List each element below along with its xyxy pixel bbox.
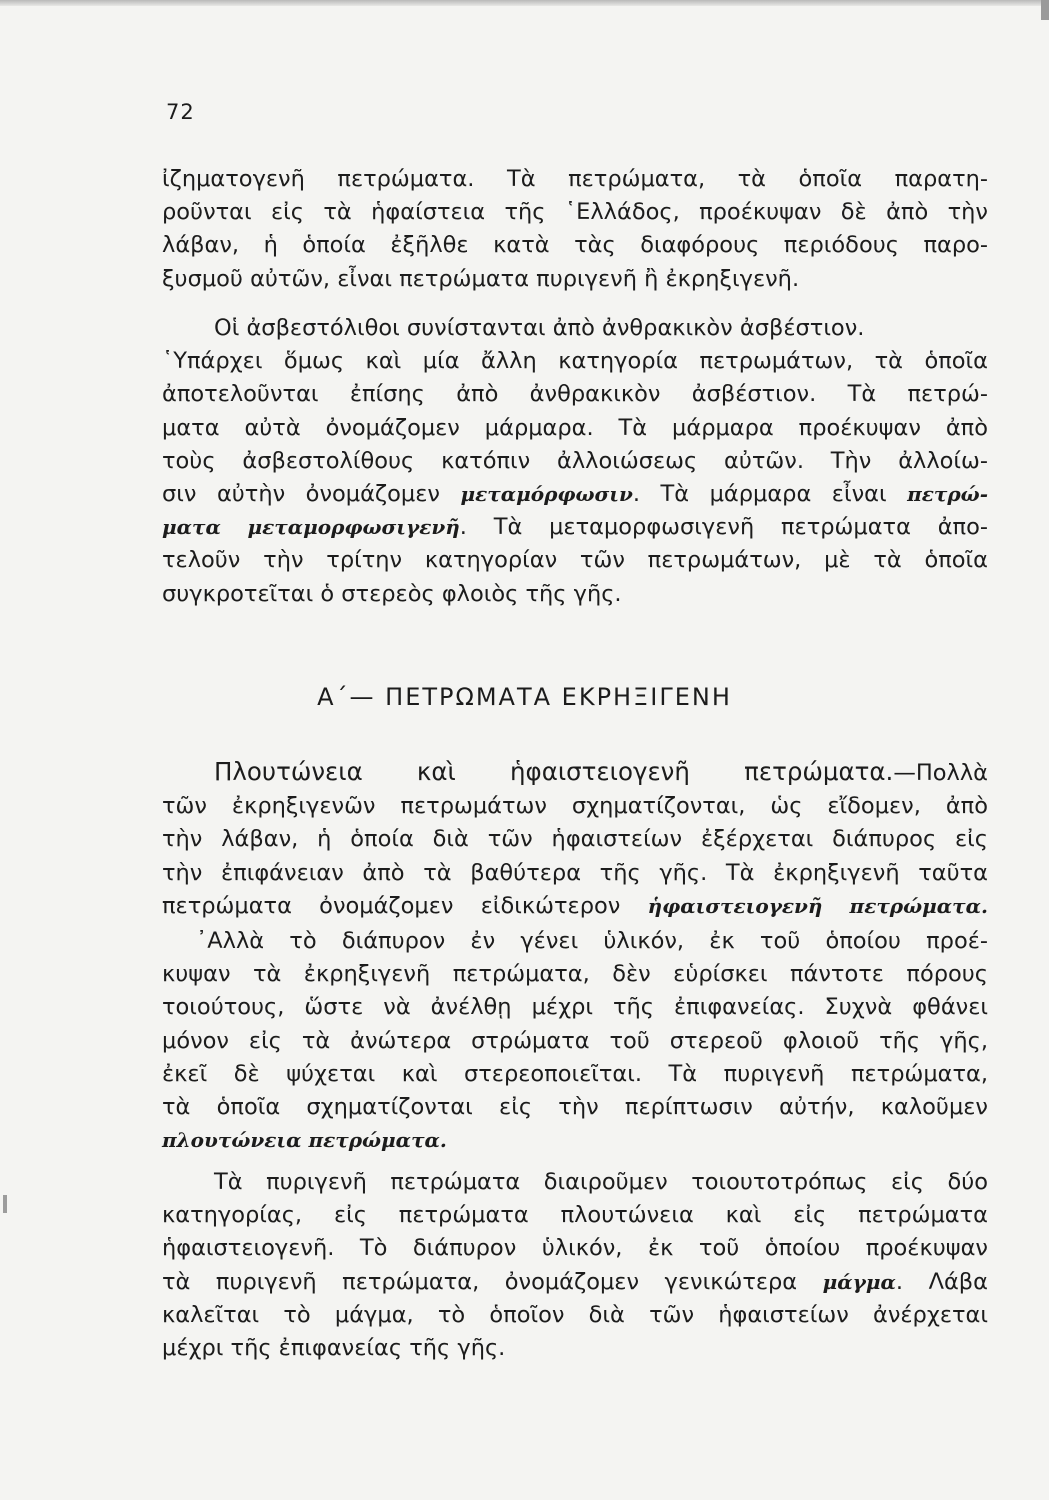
scanned-page-corner-mark [1041,0,1049,20]
text-line: συγκροτεῖται ὁ στερεὸς φλοιὸς τῆς γῆς. [162,580,622,607]
text-run: . Τὰ μεταμορφωσιγενῆ πετρώματα ἀπο- [459,514,988,541]
section-heading: Α΄— ΠΕΤΡΩΜΑΤΑ ΕΚΡΗΞΙΓΕΝΗ [317,683,732,711]
text-line: ᾿Αλλὰ τὸ διάπυρον ἐν γένει ὑλικόν, ἐκ τοῦ ὁποίου προέ- [196,928,988,954]
emphasis-term: ματα μεταμορφωσιγενῆ [162,515,460,540]
emphasis-term: πλουτώνεια πετρώματα. [162,1128,447,1153]
text-line: ῾Υπάρχει ὅμως καὶ μία ἄλλη κατηγορία πετρωμάτων, τὰ ὁποῖα [162,348,988,375]
text-line: ξυσμοῦ αὐτῶν, εἶναι πετρώματα πυριγενῆ ἢ ἐκρηξιγενῆ. [162,265,800,292]
text-line: καλεῖται τὸ μάγμα, τὸ ὁποῖον διὰ τῶν ἡφαιστείων ἀνέρχεται [162,1301,988,1328]
paragraph-magma [162,1166,988,1365]
text-line: τὰ ὁποῖα σχηματίζονται εἰς τὴν περίπτωσιν αὐτήν, καλοῦμεν [162,1094,988,1121]
text-run: σιν αὐτὴν ὀνομάζομεν [162,481,461,508]
text-line: τῶν ἐκρηξιγενῶν πετρωμάτων σχηματίζονται, ὡς εἴδομεν, ἀπὸ [162,793,988,820]
text-line: κατηγορίας, εἰς πετρώματα πλουτώνεια καὶ εἰς πετρώματα [162,1202,988,1229]
paragraph-plutonic-volcanic [162,755,988,923]
text-line: τὴν ἐπιφάνειαν ἀπὸ τὰ βαθύτερα τῆς γῆς. Τὰ ἐκρηξιγενῆ ταῦτα [162,859,988,886]
text-run: πετρώματα ὀνομάζομεν εἰδικώτερον [162,892,648,919]
text-line-mixed [162,755,988,790]
paragraph-sedimentary-end [162,163,988,296]
text-line: λάβαν, ἡ ὁποία ἐξῆλθε κατὰ τὰς διαφόρους περιόδους παρο- [162,232,988,259]
text-line: ματα αὐτὰ ὀνομάζομεν μάρμαρα. Τὰ μάρμαρα προέκυψαν ἀπὸ [162,414,988,441]
text-line: ἀποτελοῦνται ἐπίσης ἀπὸ ἀνθρακικὸν ἀσβέστιον. Τὰ πετρώ- [162,381,988,408]
text-line: τελοῦν τὴν τρίτην κατηγορίαν τῶν πετρωμάτων, μὲ τὰ ὁποῖα [162,547,988,574]
text-run: . Τὰ μάρμαρα εἶναι [632,481,908,508]
text-line-mixed [162,890,988,923]
text-line: μόνον εἰς τὰ ἀνώτερα στρώματα τοῦ στερεοῦ φλοιοῦ τῆς γῆς, [162,1027,988,1054]
paragraph-marble [162,312,988,611]
text-line: ἡφαιστειογενῆ. Τὸ διάπυρον ὑλικόν, ἐκ τοῦ ὁποίου προέκυψαν [162,1235,988,1262]
text-line: κυψαν τὰ ἐκρηξιγενῆ πετρώματα, δὲν εὑρίσκει πάντοτε πόρους [162,961,988,988]
text-line: ἐκεῖ δὲ ψύχεται καὶ στερεοποιεῖται. Τὰ πυριγενῆ πετρώματα, [162,1060,988,1087]
text-line: μέχρι τῆς ἐπιφανείας τῆς γῆς. [162,1335,506,1362]
scanned-page-top-edge [0,0,1049,6]
text-line: Τὰ πυριγενῆ πετρώματα διαιροῦμεν τοιουτοτρόπως εἰς δύο [214,1169,988,1195]
subsection-heading: Πλουτώνεια καὶ ἡφαιστειογενῆ πετρώματα. [214,757,894,786]
text-run: . Λάβα [895,1268,989,1295]
emphasis-term: μάγμα [822,1269,896,1294]
binding-mark [3,1195,7,1213]
emphasis-term: πετρώ- [907,482,988,507]
text-line: τοιούτους, ὥστε νὰ ἀνέλθῃ μέχρι τῆς ἐπιφανείας. Συχνὰ φθάνει [162,994,988,1021]
page-number: 72 [166,100,195,124]
text-line: ροῦνται εἰς τὰ ἡφαίστεια τῆς ῾Ελλάδος, προέκυψαν δὲ ἀπὸ τὴν [162,199,988,226]
text-line: τοὺς ἀσβεστολίθους κατόπιν ἀλλοιώσεως αὐτῶν. Τὴν ἀλλοίω- [162,447,988,474]
emphasis-term: ἡφαιστειογενῆ πετρώματα. [647,893,988,918]
text-run: τὰ πυριγενῆ πετρώματα, ὀνομάζομεν γενικώτερα [162,1268,823,1295]
text-line: ἰζηματογενῆ πετρώματα. Τὰ πετρώματα, τὰ ὁποῖα παρατη- [162,166,988,192]
text-line-mixed [162,478,988,511]
text-line: Οἱ ἀσβεστόλιθοι συνίστανται ἀπὸ ἀνθρακικὸν ἀσβέστιον. [214,315,865,341]
text-run: —Πολλὰ [893,760,988,786]
text-line-mixed [162,511,988,544]
paragraph-plutonic-rocks [162,925,988,1157]
text-line-mixed [162,1266,988,1299]
emphasis-term: μεταμόρφωσιν [460,482,633,507]
text-line: τὴν λάβαν, ἡ ὁποία διὰ τῶν ἡφαιστείων ἐξέρχεται διάπυρος εἰς [162,826,988,853]
